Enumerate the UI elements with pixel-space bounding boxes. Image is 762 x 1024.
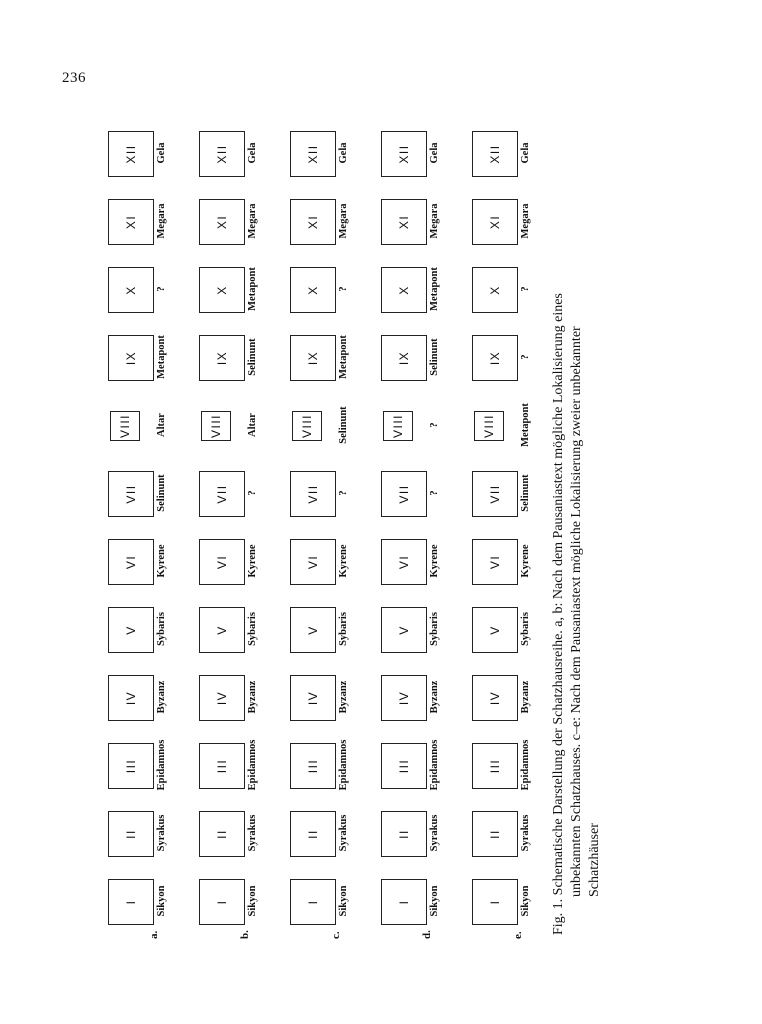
- treasury-name: Sybaris: [338, 612, 349, 646]
- treasury-box: III: [199, 743, 245, 789]
- treasury-box: IV: [290, 675, 336, 721]
- treasury-name: Kyrene: [338, 544, 349, 578]
- treasury-name: Sikyon: [156, 885, 167, 917]
- treasury-cell: [468, 667, 536, 727]
- treasury-name: Sikyon: [247, 885, 258, 917]
- treasury-box: V: [108, 607, 154, 653]
- treasury-box: XI: [472, 199, 518, 245]
- treasury-name: Megara: [338, 203, 349, 239]
- treasury-cell: [468, 735, 536, 795]
- treasury-name: Selinunt: [156, 474, 167, 512]
- treasury-cell: [104, 803, 172, 863]
- caption-line-2: unbekannten Schatzhauses. c–e: Nach dem Pausaniastext mögliche Lokalisierung zweier unbekannter: [569, 326, 584, 897]
- treasury-box: VIII: [292, 411, 322, 441]
- treasury-name: Altar: [247, 413, 258, 437]
- treasury-cell: [377, 803, 445, 863]
- treasury-name: Kyrene: [156, 544, 167, 578]
- treasury-box: VI: [199, 539, 245, 585]
- treasury-cell: [377, 123, 445, 183]
- treasury-name: Sybaris: [429, 612, 440, 646]
- treasury-cell: [195, 259, 263, 319]
- treasury-cell: [195, 191, 263, 251]
- treasury-name: Sikyon: [429, 885, 440, 917]
- treasury-cell: [286, 259, 354, 319]
- treasury-box: VIII: [383, 411, 413, 441]
- treasury-box: X: [472, 267, 518, 313]
- treasury-cell: [377, 667, 445, 727]
- treasury-cell: [286, 803, 354, 863]
- treasury-box: VII: [381, 471, 427, 517]
- treasury-box: II: [199, 811, 245, 857]
- treasury-box: I: [472, 879, 518, 925]
- treasury-cell: [195, 463, 263, 523]
- treasury-cell: [468, 123, 536, 183]
- treasury-name: Megara: [247, 203, 258, 239]
- treasury-cell: [468, 259, 536, 319]
- treasury-box: XI: [108, 199, 154, 245]
- treasury-box: IX: [199, 335, 245, 381]
- row-letter: c.: [330, 931, 342, 939]
- treasury-box: IV: [381, 675, 427, 721]
- treasury-name: Gela: [338, 142, 349, 164]
- treasury-name: Epidamnos: [520, 739, 531, 791]
- treasury-cell: [195, 599, 263, 659]
- treasury-cell: [195, 327, 263, 387]
- treasury-cell: [104, 531, 172, 591]
- treasury-box: IX: [108, 335, 154, 381]
- treasury-name: ?: [156, 286, 167, 292]
- treasury-name: Syrakus: [520, 814, 531, 852]
- treasury-cell: [195, 803, 263, 863]
- treasury-box: IV: [472, 675, 518, 721]
- treasury-name: Syrakus: [338, 814, 349, 852]
- treasury-box: VI: [381, 539, 427, 585]
- treasury-cell: [195, 871, 263, 931]
- treasury-cell: [286, 735, 354, 795]
- treasury-box: V: [199, 607, 245, 653]
- treasury-box: IX: [472, 335, 518, 381]
- treasury-cell: [377, 191, 445, 251]
- treasury-cell: [377, 599, 445, 659]
- treasury-box: IV: [108, 675, 154, 721]
- treasury-name: Byzanz: [247, 680, 258, 714]
- treasury-name: Kyrene: [247, 544, 258, 578]
- treasury-box: X: [199, 267, 245, 313]
- row-letter: a.: [148, 930, 160, 939]
- treasury-cell: [377, 871, 445, 931]
- treasury-name: Selinunt: [520, 474, 531, 512]
- treasury-cell: [195, 395, 263, 455]
- figure-row: [468, 115, 536, 939]
- treasury-box: XI: [290, 199, 336, 245]
- treasury-name: Sikyon: [338, 885, 349, 917]
- treasury-name: Sybaris: [247, 612, 258, 646]
- treasury-cell: [104, 327, 172, 387]
- treasury-name: ?: [429, 422, 440, 428]
- treasury-cell: [468, 803, 536, 863]
- treasury-name: Byzanz: [156, 680, 167, 714]
- treasury-box: V: [290, 607, 336, 653]
- treasury-cell: [286, 531, 354, 591]
- treasury-name: Epidamnos: [247, 739, 258, 791]
- treasury-name: Epidamnos: [338, 739, 349, 791]
- treasury-box: VIII: [201, 411, 231, 441]
- treasury-name: Altar: [156, 413, 167, 437]
- treasury-box: XII: [381, 131, 427, 177]
- treasury-name: Metapont: [338, 335, 349, 379]
- treasury-box: X: [290, 267, 336, 313]
- treasury-box: VII: [290, 471, 336, 517]
- treasury-cell: [195, 531, 263, 591]
- row-letter: d.: [421, 930, 433, 939]
- treasury-cell: [104, 123, 172, 183]
- treasury-box: V: [381, 607, 427, 653]
- treasury-name: ?: [338, 490, 349, 496]
- treasury-name: Megara: [156, 203, 167, 239]
- caption-line-3: Schatzhäuser: [587, 823, 602, 897]
- treasury-box: VI: [108, 539, 154, 585]
- figure-caption: [550, 175, 604, 935]
- treasury-name: Metapont: [429, 267, 440, 311]
- treasury-name: Kyrene: [520, 544, 531, 578]
- treasury-box: II: [290, 811, 336, 857]
- treasury-box: III: [290, 743, 336, 789]
- treasury-box: V: [472, 607, 518, 653]
- treasury-name: Selinunt: [338, 406, 349, 444]
- treasury-box: VII: [472, 471, 518, 517]
- treasury-cell: [104, 463, 172, 523]
- treasury-box: VII: [108, 471, 154, 517]
- treasury-cell: [104, 191, 172, 251]
- treasury-name: Selinunt: [429, 338, 440, 376]
- treasury-name: Sikyon: [520, 885, 531, 917]
- page-number: 236: [62, 70, 86, 86]
- treasury-name: Syrakus: [429, 814, 440, 852]
- treasury-cell: [468, 871, 536, 931]
- figure-row: [377, 115, 445, 939]
- treasury-cell: [286, 327, 354, 387]
- treasury-name: Gela: [247, 142, 258, 164]
- treasury-box: II: [108, 811, 154, 857]
- treasury-cell: [377, 463, 445, 523]
- treasury-name: Selinunt: [247, 338, 258, 376]
- treasury-box: VIII: [474, 411, 504, 441]
- treasury-name: Metapont: [247, 267, 258, 311]
- treasury-box: IX: [381, 335, 427, 381]
- treasury-box: III: [381, 743, 427, 789]
- treasury-cell: [377, 259, 445, 319]
- row-letter: e.: [512, 931, 524, 939]
- treasury-cell: [286, 463, 354, 523]
- figure-row: [104, 115, 172, 939]
- treasury-name: Gela: [520, 142, 531, 164]
- treasury-box: XII: [472, 131, 518, 177]
- treasury-box: I: [199, 879, 245, 925]
- figure-row: [195, 115, 263, 939]
- treasury-name: Gela: [429, 142, 440, 164]
- treasury-cell: [377, 327, 445, 387]
- treasury-cell: [468, 327, 536, 387]
- treasury-name: Megara: [429, 203, 440, 239]
- treasury-cell: [104, 395, 172, 455]
- treasury-cell: [104, 667, 172, 727]
- treasury-name: Byzanz: [338, 680, 349, 714]
- treasury-name: Sybaris: [156, 612, 167, 646]
- treasury-box: XII: [108, 131, 154, 177]
- treasury-box: VI: [290, 539, 336, 585]
- treasury-name: Epidamnos: [156, 739, 167, 791]
- treasury-cell: [104, 871, 172, 931]
- treasury-box: IV: [199, 675, 245, 721]
- treasury-name: ?: [520, 354, 531, 360]
- treasury-cell: [468, 191, 536, 251]
- treasury-cell: [286, 395, 354, 455]
- treasury-cell: [286, 599, 354, 659]
- treasury-name: Sybaris: [520, 612, 531, 646]
- treasury-cell: [468, 395, 536, 455]
- treasury-box: XII: [199, 131, 245, 177]
- treasury-cell: [195, 735, 263, 795]
- treasury-name: ?: [520, 286, 531, 292]
- treasury-name: ?: [247, 490, 258, 496]
- treasury-box: I: [108, 879, 154, 925]
- treasury-cell: [286, 191, 354, 251]
- treasury-name: Kyrene: [429, 544, 440, 578]
- treasury-box: II: [472, 811, 518, 857]
- treasury-cell: [377, 735, 445, 795]
- treasury-cell: [195, 123, 263, 183]
- treasury-box: VI: [472, 539, 518, 585]
- treasury-cell: [104, 735, 172, 795]
- treasury-box: I: [290, 879, 336, 925]
- treasury-name: ?: [429, 490, 440, 496]
- treasury-cell: [104, 599, 172, 659]
- treasury-box: XI: [199, 199, 245, 245]
- treasury-box: III: [108, 743, 154, 789]
- treasury-cell: [468, 531, 536, 591]
- caption-line-1: Fig. 1. Schematische Darstellung der Schatzhausreihe. a, b: Nach dem Pausaniastext mögliche Lokalisierung eines: [551, 293, 566, 935]
- treasury-name: Epidamnos: [429, 739, 440, 791]
- treasury-name: Byzanz: [429, 680, 440, 714]
- figure-row: [286, 115, 354, 939]
- treasury-cell: [286, 667, 354, 727]
- treasury-cell: [286, 123, 354, 183]
- row-letter: b.: [239, 930, 251, 939]
- treasury-name: Syrakus: [156, 814, 167, 852]
- treasury-name: ?: [338, 286, 349, 292]
- treasury-name: Gela: [156, 142, 167, 164]
- treasury-row-figure: [100, 115, 650, 939]
- treasury-box: X: [381, 267, 427, 313]
- treasury-cell: [104, 259, 172, 319]
- treasury-box: VIII: [110, 411, 140, 441]
- treasury-name: Megara: [520, 203, 531, 239]
- treasury-name: Byzanz: [520, 680, 531, 714]
- treasury-cell: [468, 463, 536, 523]
- treasury-box: XII: [290, 131, 336, 177]
- treasury-box: II: [381, 811, 427, 857]
- treasury-box: VII: [199, 471, 245, 517]
- treasury-name: Metapont: [156, 335, 167, 379]
- treasury-box: IX: [290, 335, 336, 381]
- treasury-cell: [468, 599, 536, 659]
- treasury-box: I: [381, 879, 427, 925]
- treasury-box: X: [108, 267, 154, 313]
- treasury-box: III: [472, 743, 518, 789]
- treasury-cell: [377, 395, 445, 455]
- treasury-cell: [377, 531, 445, 591]
- treasury-name: Metapont: [520, 403, 531, 447]
- treasury-box: XI: [381, 199, 427, 245]
- treasury-name: Syrakus: [247, 814, 258, 852]
- treasury-cell: [195, 667, 263, 727]
- treasury-cell: [286, 871, 354, 931]
